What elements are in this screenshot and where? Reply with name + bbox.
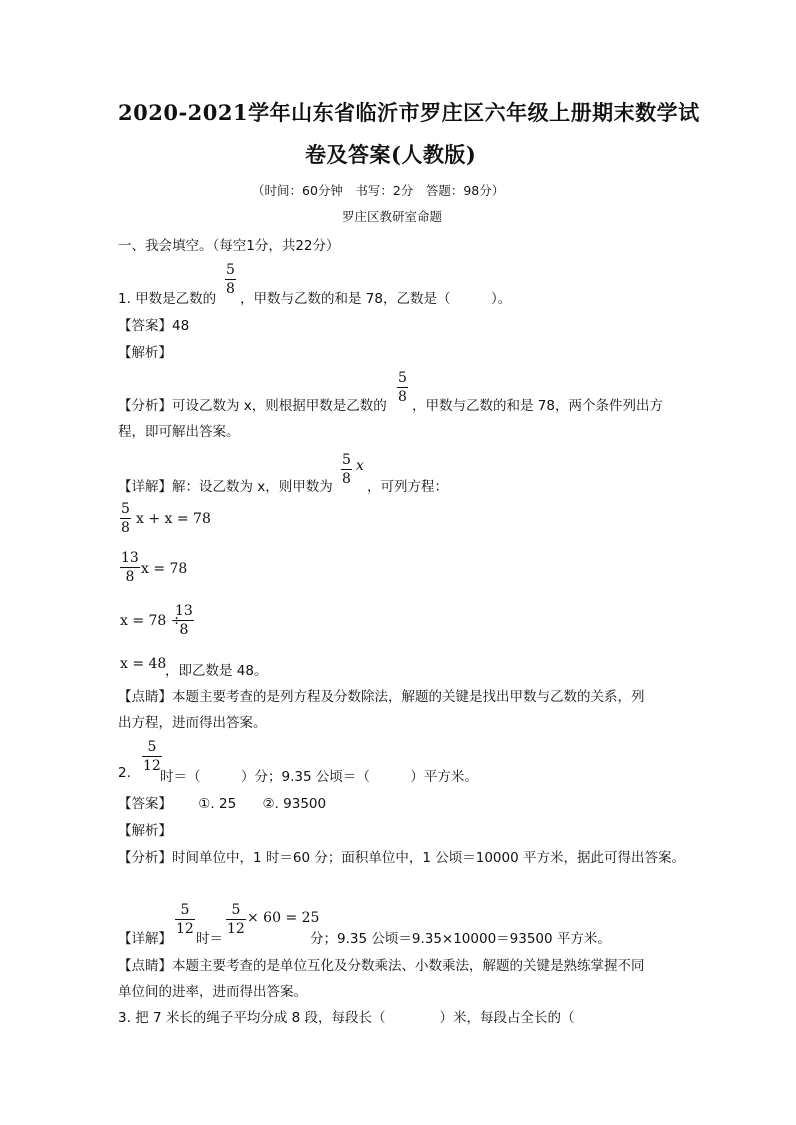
frac-num: 5 — [180, 902, 190, 918]
fenxi-text: 可设乙数为 x，则根据甲数是乙数的 — [172, 398, 387, 414]
dianjing-label: 【点睛】 — [118, 689, 172, 705]
q1-fenxi — [118, 394, 387, 414]
q1-xiangjie — [118, 475, 333, 495]
fraction-bar — [397, 387, 408, 388]
q1-prefix: 1. 甲数是乙数的 — [118, 291, 217, 307]
dianjing-text: 本题主要考查的是单位互化及分数乘法、小数乘法，解题的关键是熟练掌握不同 — [172, 958, 645, 974]
q1-frac-num: 5 — [226, 262, 235, 278]
eq2-rest: x = 78 — [141, 561, 188, 577]
eq4-suffix: ，即乙数是 48。 — [165, 663, 268, 679]
q2-dianjing — [118, 954, 645, 974]
fraction-bar — [225, 279, 236, 280]
frac-num: 5 — [147, 739, 157, 755]
q2-fraction — [142, 739, 162, 774]
frac-den: 8 — [179, 622, 189, 638]
answer-label: 【答案】 — [118, 318, 172, 334]
page-title-line1: 2020-2021学年山东省临沂市罗庄区六年级上册期末数学试 — [118, 100, 700, 125]
fraction-bar — [120, 567, 140, 568]
eq3-left: x = 78 ÷ — [120, 613, 183, 629]
dianjing-label: 【点睛】 — [118, 958, 172, 974]
exam-author: 罗庄区教研室命题 — [342, 209, 443, 224]
q2-dianjing-line2: 单位间的进率，进而得出答案。 — [118, 984, 307, 1000]
q2-xiangjie-fraction — [175, 902, 195, 937]
frac-num: 5 — [231, 902, 241, 918]
frac-num: 5 — [121, 501, 130, 517]
frac-den: 8 — [125, 569, 135, 585]
xiangjie-label: 【详解】 — [118, 479, 172, 495]
fraction-bar — [174, 620, 194, 621]
fraction-bar — [341, 469, 352, 470]
frac-den: 12 — [176, 921, 194, 937]
q1-analysis-label: 【解析】 — [118, 345, 172, 361]
frac-den: 12 — [227, 921, 245, 937]
frac-den: 8 — [121, 520, 130, 536]
eq4: x = 48 — [120, 656, 167, 672]
q1-suffix: ，甲数与乙数的和是 78，乙数是（ ）。 — [240, 291, 512, 307]
q1-xiangjie-fraction — [341, 452, 352, 487]
frac-num: 13 — [175, 603, 193, 619]
q2-xiangjie-tail: 分；9.35 公顷＝9.35×10000＝93500 平方米。 — [310, 931, 611, 947]
answer-value-2: ②. 93500 — [262, 796, 327, 812]
q1-fraction — [225, 262, 236, 297]
q1-frac-den: 8 — [226, 281, 235, 297]
eq1-fraction — [120, 501, 131, 536]
fenxi-label: 【分析】 — [118, 850, 172, 866]
q1-fenxi-line2: 程，即可解出答案。 — [118, 424, 240, 440]
eq3-fraction — [174, 603, 194, 638]
q1-dianjing-line2: 出方程，进而得出答案。 — [118, 715, 267, 731]
page-title-line2: 卷及答案(人教版) — [305, 142, 477, 167]
answer-label: 【答案】 — [118, 796, 172, 812]
section-heading: 一、我会填空。（每空1分，共22分） — [118, 238, 340, 254]
q2-calc-fraction — [226, 902, 246, 937]
q2-xiangjie-label: 【详解】 — [118, 931, 172, 947]
q1-dianjing — [118, 685, 645, 705]
q3-text: 3. 把 7 米长的绳子平均分成 8 段，每段长（ ）米，每段占全长的（ — [118, 1010, 575, 1026]
exam-meta: （时间：60分钟 书写：2分 答题：98分） — [252, 183, 505, 198]
q1-xiangjie-var: x — [356, 458, 364, 474]
q1-fenxi-cont: ，甲数与乙数的和是 78，两个条件列出方 — [412, 398, 663, 414]
q2-answer — [118, 792, 326, 812]
fraction-bar — [175, 919, 195, 920]
fraction-bar — [120, 518, 131, 519]
dianjing-text: 本题主要考查的是列方程及分数除法，解题的关键是找出甲数与乙数的关系，列 — [172, 689, 645, 705]
frac-den: 8 — [398, 389, 407, 405]
frac-num: 13 — [121, 550, 139, 566]
frac-num: 5 — [398, 370, 407, 386]
eq1-rest: x + x = 78 — [136, 511, 211, 527]
q2-prefix: 2. — [118, 765, 131, 781]
frac-num: 5 — [342, 452, 351, 468]
fraction-bar — [142, 756, 162, 757]
fenxi-text: 时间单位中，1 时＝60 分；面积单位中，1 公顷＝10000 平方米，据此可得出答案。 — [172, 850, 685, 866]
q2-suffix: 时＝（ ）分；9.35 公顷＝（ ）平方米。 — [160, 769, 478, 785]
q2-calc: × 60 = 25 — [247, 910, 320, 926]
frac-den: 12 — [143, 758, 161, 774]
xiangjie-text: 解：设乙数为 x，则甲数为 — [172, 479, 333, 495]
frac-den: 8 — [342, 471, 351, 487]
q2-analysis-label: 【解析】 — [118, 823, 172, 839]
q2-xiangjie-mid: 时＝ — [196, 931, 223, 947]
q1-answer — [118, 314, 189, 334]
q2-fenxi — [118, 846, 685, 866]
fraction-bar — [226, 919, 246, 920]
answer-value-1: ①. 25 — [198, 796, 237, 812]
q1-fenxi-fraction — [397, 370, 408, 405]
q1-xiangjie-cont: ，可列方程： — [367, 479, 448, 495]
fenxi-label: 【分析】 — [118, 398, 172, 414]
answer-value: 48 — [172, 318, 190, 334]
eq2-fraction — [120, 550, 140, 585]
